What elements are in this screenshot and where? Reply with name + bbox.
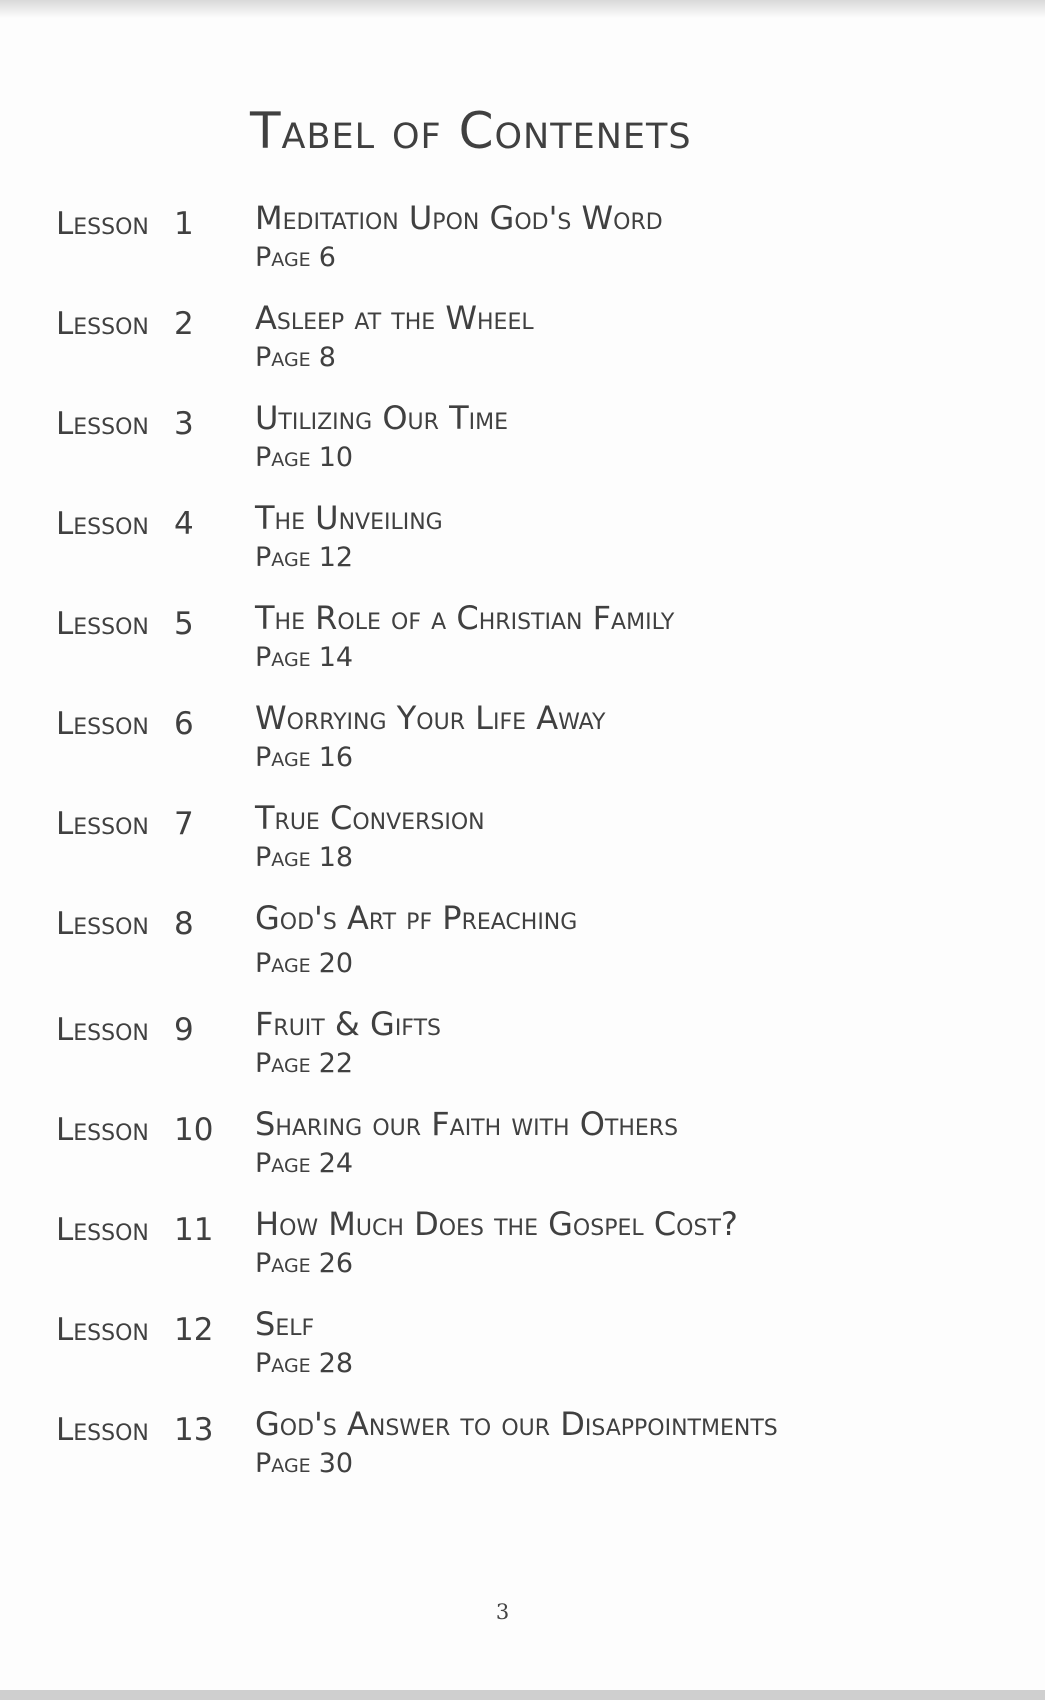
toc-entry-lesson-1 xyxy=(56,198,996,298)
lesson-page-reference xyxy=(255,642,353,674)
lesson-label xyxy=(56,606,226,642)
lesson-title: How Much Does the Gospel Cost? xyxy=(255,1205,738,1243)
lesson-title: Self xyxy=(255,1305,315,1343)
toc-entry-lesson-10 xyxy=(56,1104,996,1204)
page-word: Page xyxy=(255,1448,311,1479)
lesson-label xyxy=(56,1312,226,1348)
lesson-number: 5 xyxy=(174,606,194,642)
lesson-word: Lesson xyxy=(56,1112,149,1148)
toc-entry-lesson-6 xyxy=(56,698,996,798)
page-number: 24 xyxy=(318,1148,354,1179)
page-word: Page xyxy=(255,642,311,673)
lesson-word: Lesson xyxy=(56,706,149,742)
lesson-number: 8 xyxy=(174,906,194,942)
page-word: Page xyxy=(255,1248,311,1279)
page-number: 18 xyxy=(318,842,354,873)
lesson-page-reference xyxy=(255,342,336,374)
page-word: Page xyxy=(255,542,311,573)
lesson-number: 1 xyxy=(174,206,194,242)
page-word: Page xyxy=(255,1348,311,1379)
lesson-word: Lesson xyxy=(56,406,149,442)
lesson-number: 12 xyxy=(174,1312,214,1348)
lesson-title: Sharing our Faith with Others xyxy=(255,1105,679,1143)
lesson-word: Lesson xyxy=(56,1412,149,1448)
page-word: Page xyxy=(255,842,311,873)
page-word: Page xyxy=(255,1148,311,1179)
page-number: 26 xyxy=(318,1248,354,1279)
lesson-label xyxy=(56,706,226,742)
page-number: 6 xyxy=(318,242,336,273)
toc-entry-lesson-2 xyxy=(56,298,996,398)
lesson-word: Lesson xyxy=(56,906,149,942)
lesson-word: Lesson xyxy=(56,1012,149,1048)
toc-entry-lesson-7 xyxy=(56,798,996,898)
lesson-page-reference xyxy=(255,1148,353,1180)
lesson-title: Utilizing Our Time xyxy=(255,399,508,437)
scan-bottom-edge xyxy=(0,1690,1045,1700)
page-title: Tabel of Contenets xyxy=(250,102,692,160)
lesson-label xyxy=(56,1012,226,1048)
lesson-label xyxy=(56,206,226,242)
lesson-word: Lesson xyxy=(56,306,149,342)
lesson-page-reference xyxy=(255,442,353,474)
lesson-label xyxy=(56,1112,226,1148)
page-number: 8 xyxy=(318,342,336,373)
page-word: Page xyxy=(255,442,311,473)
lesson-page-reference xyxy=(255,948,353,980)
toc-entry-lesson-12 xyxy=(56,1304,996,1404)
lesson-page-reference xyxy=(255,1248,353,1280)
lesson-label xyxy=(56,306,226,342)
lesson-title: God's Answer to our Disappointments xyxy=(255,1405,778,1443)
lesson-page-reference xyxy=(255,842,353,874)
lesson-label xyxy=(56,1412,226,1448)
table-of-contents xyxy=(56,198,996,1504)
lesson-number: 13 xyxy=(174,1412,214,1448)
page-number: 16 xyxy=(318,742,354,773)
toc-entry-lesson-3 xyxy=(56,398,996,498)
page-number: 20 xyxy=(318,948,354,979)
lesson-word: Lesson xyxy=(56,506,149,542)
page-number: 14 xyxy=(318,642,354,673)
toc-entry-lesson-8 xyxy=(56,898,996,1004)
scan-top-edge xyxy=(0,0,1045,18)
lesson-title: Meditation Upon God's Word xyxy=(255,199,663,237)
toc-entry-lesson-4 xyxy=(56,498,996,598)
page-folio-number: 3 xyxy=(495,1600,510,1624)
page-number: 22 xyxy=(318,1048,354,1079)
lesson-page-reference xyxy=(255,542,353,574)
lesson-number: 3 xyxy=(174,406,194,442)
lesson-title: True Conversion xyxy=(255,799,485,837)
lesson-title: God's Art pf Preaching xyxy=(255,899,578,937)
toc-entry-lesson-11 xyxy=(56,1204,996,1304)
page-word: Page xyxy=(255,742,311,773)
lesson-label xyxy=(56,506,226,542)
page-number: 10 xyxy=(318,442,354,473)
lesson-title: The Role of a Christian Family xyxy=(255,599,675,637)
toc-entry-lesson-5 xyxy=(56,598,996,698)
lesson-number: 10 xyxy=(174,1112,214,1148)
lesson-label xyxy=(56,1212,226,1248)
lesson-number: 6 xyxy=(174,706,194,742)
lesson-title: The Unveiling xyxy=(255,499,443,537)
lesson-number: 11 xyxy=(174,1212,214,1248)
page-word: Page xyxy=(255,342,311,373)
lesson-page-reference xyxy=(255,1448,353,1480)
lesson-page-reference xyxy=(255,1348,353,1380)
lesson-number: 4 xyxy=(174,506,194,542)
lesson-title: Fruit & Gifts xyxy=(255,1005,441,1043)
lesson-word: Lesson xyxy=(56,806,149,842)
page-number: 28 xyxy=(318,1348,354,1379)
lesson-title: Worrying Your Life Away xyxy=(255,699,606,737)
lesson-page-reference xyxy=(255,242,336,274)
page-number: 12 xyxy=(318,542,354,573)
page-number: 30 xyxy=(318,1448,354,1479)
lesson-label xyxy=(56,406,226,442)
lesson-number: 7 xyxy=(174,806,194,842)
lesson-label xyxy=(56,906,226,942)
lesson-page-reference xyxy=(255,1048,353,1080)
lesson-word: Lesson xyxy=(56,606,149,642)
page-word: Page xyxy=(255,948,311,979)
toc-entry-lesson-9 xyxy=(56,1004,996,1104)
lesson-word: Lesson xyxy=(56,1212,149,1248)
lesson-number: 9 xyxy=(174,1012,194,1048)
lesson-page-reference xyxy=(255,742,353,774)
toc-entry-lesson-13 xyxy=(56,1404,996,1504)
lesson-label xyxy=(56,806,226,842)
page-word: Page xyxy=(255,242,311,273)
lesson-word: Lesson xyxy=(56,1312,149,1348)
lesson-number: 2 xyxy=(174,306,194,342)
lesson-title: Asleep at the Wheel xyxy=(255,299,534,337)
page-word: Page xyxy=(255,1048,311,1079)
lesson-word: Lesson xyxy=(56,206,149,242)
